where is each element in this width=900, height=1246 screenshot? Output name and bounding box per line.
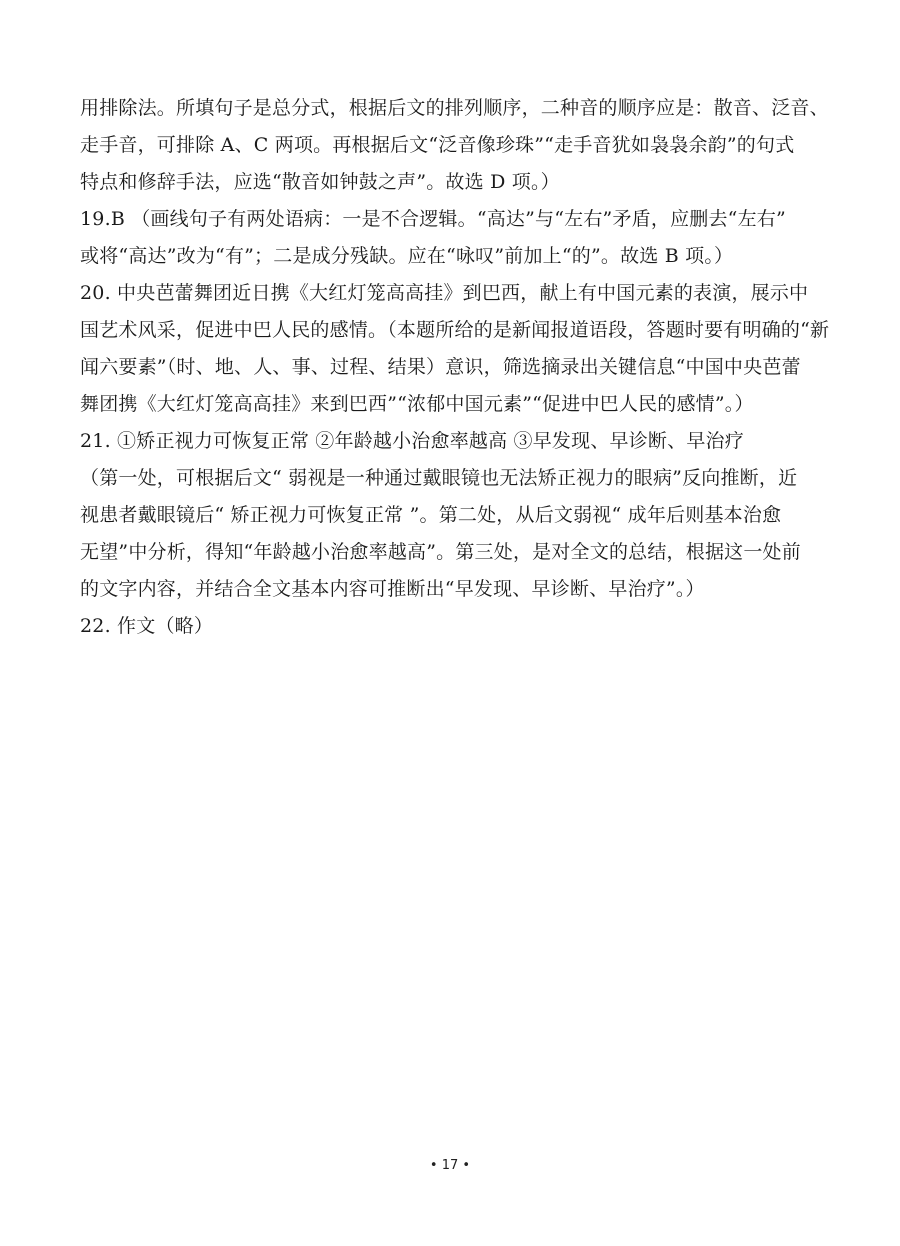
answer-22-line: 22. 作文（略） <box>80 615 214 637</box>
text-line: （第一处，可根据后文“ 弱视是一种通过戴眼镜也无法矫正视力的眼病”反向推断，近 <box>80 467 798 489</box>
text-line: 舞团携《大红灯笼高高挂》来到巴西”“浓郁中国元素”“促进中巴人民的感情”。） <box>80 393 754 415</box>
answer-text-block <box>80 90 830 645</box>
text-line: 走手音，可排除 A、C 两项。再根据后文“泛音像珍珠”“走手音犹如袅袅余韵”的句式 <box>80 134 795 156</box>
text-line: 视患者戴眼镜后“ 矫正视力可恢复正常 ”。第二处，从后文弱视“ 成年后则基本治愈 <box>80 504 782 526</box>
text-line: 特点和修辞手法，应选“散音如钟鼓之声”。故选 D 项。） <box>80 171 560 193</box>
text-line: 用排除法。所填句子是总分式，根据后文的排列顺序，二种音的顺序应是：散音、泛音、 <box>80 97 829 119</box>
text-line: 闻六要素”（时、地、人、事、过程、结果）意识，筛选摘录出关键信息“中国中央芭蕾 <box>80 356 801 378</box>
text-line: 或将“高达”改为“有”；二是成分残缺。应在“咏叹”前加上“的”。故选 B 项。） <box>80 245 734 267</box>
text-line: 国艺术风采，促进中巴人民的感情。（本题所给的是新闻报道语段，答题时要有明确的“新 <box>80 319 830 341</box>
text-line: 的文字内容，并结合全文基本内容可推断出“早发现、早诊断、早治疗”。） <box>80 578 705 600</box>
answer-21-line: 21. ①矫正视力可恢复正常 ②年龄越小治愈率越高 ③早发现、早诊断、早治疗 <box>80 430 744 452</box>
answer-20-line: 20. 中央芭蕾舞团近日携《大红灯笼高高挂》到巴西，献上有中国元素的表演，展示中 <box>80 282 809 304</box>
page-number: • 17 • <box>429 1158 471 1173</box>
text-line: 无望”中分析，得知“年龄越小治愈率越高”。第三处，是对全文的总结，根据这一处前 <box>80 541 801 563</box>
answer-19-line: 19.B （画线句子有两处语病：一是不合逻辑。“高达”与“左右”矛盾，应删去“左右” <box>80 208 786 230</box>
